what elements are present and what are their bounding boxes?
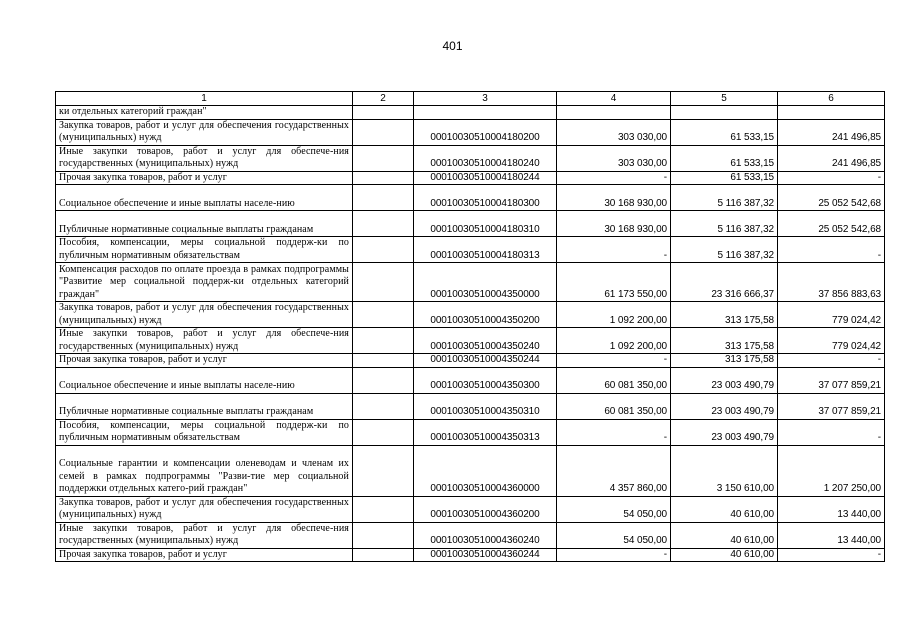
- column-2-cell: [353, 354, 414, 368]
- table-row: [56, 237, 885, 263]
- column-2-cell: [353, 548, 414, 562]
- budget-code-cell: 00010030510004180310: [414, 211, 557, 237]
- value-col4-cell: 60 081 350,00: [557, 367, 671, 393]
- value-col6-cell: -: [778, 171, 885, 185]
- value-col6-cell: 241 496,85: [778, 145, 885, 171]
- value-col6-cell: 37 856 883,63: [778, 263, 885, 302]
- budget-code-cell: 00010030510004350313: [414, 419, 557, 445]
- column-2-cell: [353, 367, 414, 393]
- column-header-1: 1: [56, 92, 353, 106]
- value-col6-cell: 13 440,00: [778, 522, 885, 548]
- value-col5-cell: 23 316 666,37: [671, 263, 778, 302]
- value-col5-cell: 313 175,58: [671, 354, 778, 368]
- value-col4-cell: 4 357 860,00: [557, 445, 671, 496]
- value-col6-cell: -: [778, 548, 885, 562]
- value-col6-cell: 13 440,00: [778, 496, 885, 522]
- column-2-cell: [353, 145, 414, 171]
- budget-code-cell: 00010030510004350300: [414, 367, 557, 393]
- table-row: [56, 263, 885, 302]
- column-2-cell: [353, 328, 414, 354]
- value-col5-cell: 5 116 387,32: [671, 185, 778, 211]
- column-header-3: 3: [414, 92, 557, 106]
- budget-code-cell: 00010030510004350000: [414, 263, 557, 302]
- column-2-cell: [353, 302, 414, 328]
- table-row: [56, 496, 885, 522]
- item-name-cell: Социальное обеспечение и иные выплаты населе-нию: [56, 185, 353, 211]
- item-name-cell: Прочая закупка товаров, работ и услуг: [56, 354, 353, 368]
- item-name-cell: Публичные нормативные социальные выплаты гражданам: [56, 211, 353, 237]
- table-row: [56, 211, 885, 237]
- budget-code-cell: 00010030510004180313: [414, 237, 557, 263]
- table-row: [56, 119, 885, 145]
- value-col5-cell: 40 610,00: [671, 496, 778, 522]
- column-2-cell: [353, 185, 414, 211]
- budget-code-cell: [414, 106, 557, 120]
- value-col4-cell: 303 030,00: [557, 119, 671, 145]
- value-col4-cell: 303 030,00: [557, 145, 671, 171]
- item-name-cell: Закупка товаров, работ и услуг для обеспечения государственных (муниципальных) нужд: [56, 302, 353, 328]
- table-row: [56, 367, 885, 393]
- budget-code-cell: 00010030510004180300: [414, 185, 557, 211]
- value-col5-cell: 23 003 490,79: [671, 367, 778, 393]
- table-row: [56, 393, 885, 419]
- column-header-2: 2: [353, 92, 414, 106]
- table-row: [56, 522, 885, 548]
- column-2-cell: [353, 496, 414, 522]
- value-col5-cell: 313 175,58: [671, 302, 778, 328]
- column-2-cell: [353, 419, 414, 445]
- value-col6-cell: 241 496,85: [778, 119, 885, 145]
- value-col4-cell: 30 168 930,00: [557, 185, 671, 211]
- budget-code-cell: 00010030510004350200: [414, 302, 557, 328]
- table-row: [56, 354, 885, 368]
- column-2-cell: [353, 171, 414, 185]
- item-name-cell: Социальные гарантии и компенсации оленеводам и членам их семей в рамках подпрограммы "Разви-тие мер социальной поддержки отдельных катего-рий граждан": [56, 445, 353, 496]
- item-name-cell: Закупка товаров, работ и услуг для обеспечения государственных (муниципальных) нужд: [56, 496, 353, 522]
- table-row: [56, 145, 885, 171]
- value-col5-cell: 5 116 387,32: [671, 237, 778, 263]
- table-row: [56, 302, 885, 328]
- column-2-cell: [353, 263, 414, 302]
- column-2-cell: [353, 445, 414, 496]
- budget-code-cell: 00010030510004360200: [414, 496, 557, 522]
- value-col4-cell: 61 173 550,00: [557, 263, 671, 302]
- item-name-cell: Закупка товаров, работ и услуг для обеспечения государственных (муниципальных) нужд: [56, 119, 353, 145]
- value-col4-cell: 1 092 200,00: [557, 302, 671, 328]
- table-row: [56, 185, 885, 211]
- column-2-cell: [353, 237, 414, 263]
- table-header-row: [56, 92, 885, 106]
- table-row: [56, 328, 885, 354]
- column-header-4: 4: [557, 92, 671, 106]
- value-col6-cell: 779 024,42: [778, 302, 885, 328]
- item-name-cell: Компенсация расходов по оплате проезда в рамках подпрограммы "Развитие мер социальной поддерж-ки отдельных категорий граждан": [56, 263, 353, 302]
- value-col6-cell: -: [778, 419, 885, 445]
- value-col4-cell: 1 092 200,00: [557, 328, 671, 354]
- column-2-cell: [353, 211, 414, 237]
- table-row: [56, 106, 885, 120]
- budget-code-cell: 00010030510004360240: [414, 522, 557, 548]
- item-name-cell: Пособия, компенсации, меры социальной поддерж-ки по публичным нормативным обязательствам: [56, 419, 353, 445]
- value-col5-cell: 61 533,15: [671, 145, 778, 171]
- value-col6-cell: 25 052 542,68: [778, 211, 885, 237]
- value-col6-cell: 25 052 542,68: [778, 185, 885, 211]
- value-col4-cell: -: [557, 171, 671, 185]
- budget-code-cell: 00010030510004350310: [414, 393, 557, 419]
- item-name-cell: Прочая закупка товаров, работ и услуг: [56, 171, 353, 185]
- column-header-6: 6: [778, 92, 885, 106]
- column-2-cell: [353, 522, 414, 548]
- item-name-cell: Публичные нормативные социальные выплаты гражданам: [56, 393, 353, 419]
- table-row: [56, 171, 885, 185]
- table-row: [56, 548, 885, 562]
- budget-code-cell: 00010030510004350244: [414, 354, 557, 368]
- value-col4-cell: -: [557, 548, 671, 562]
- value-col4-cell: -: [557, 354, 671, 368]
- budget-code-cell: 00010030510004350240: [414, 328, 557, 354]
- value-col5-cell: 61 533,15: [671, 119, 778, 145]
- page-number: 401: [442, 39, 463, 53]
- value-col6-cell: [778, 106, 885, 120]
- table-row: [56, 445, 885, 496]
- value-col5-cell: 23 003 490,79: [671, 419, 778, 445]
- budget-execution-table: [55, 91, 885, 562]
- column-2-cell: [353, 106, 414, 120]
- item-name-cell: Иные закупки товаров, работ и услуг для обеспече-ния государственных (муниципальных) нужд: [56, 145, 353, 171]
- item-name-cell: Прочая закупка товаров, работ и услуг: [56, 548, 353, 562]
- budget-code-cell: 00010030510004180244: [414, 171, 557, 185]
- value-col5-cell: 23 003 490,79: [671, 393, 778, 419]
- value-col5-cell: 5 116 387,32: [671, 211, 778, 237]
- value-col6-cell: -: [778, 237, 885, 263]
- value-col4-cell: -: [557, 419, 671, 445]
- value-col4-cell: 30 168 930,00: [557, 211, 671, 237]
- value-col6-cell: 779 024,42: [778, 328, 885, 354]
- value-col4-cell: [557, 106, 671, 120]
- value-col5-cell: 40 610,00: [671, 548, 778, 562]
- value-col6-cell: 37 077 859,21: [778, 393, 885, 419]
- value-col5-cell: 313 175,58: [671, 328, 778, 354]
- item-name-cell: ки отдельных категорий граждан": [56, 106, 353, 120]
- item-name-cell: Социальное обеспечение и иные выплаты населе-нию: [56, 367, 353, 393]
- budget-code-cell: 00010030510004360000: [414, 445, 557, 496]
- budget-code-cell: 00010030510004180240: [414, 145, 557, 171]
- budget-code-cell: 00010030510004180200: [414, 119, 557, 145]
- item-name-cell: Пособия, компенсации, меры социальной поддерж-ки по публичным нормативным обязательствам: [56, 237, 353, 263]
- column-header-5: 5: [671, 92, 778, 106]
- item-name-cell: Иные закупки товаров, работ и услуг для обеспече-ния государственных (муниципальных) нужд: [56, 522, 353, 548]
- value-col5-cell: 3 150 610,00: [671, 445, 778, 496]
- column-2-cell: [353, 119, 414, 145]
- value-col4-cell: 54 050,00: [557, 496, 671, 522]
- value-col5-cell: [671, 106, 778, 120]
- budget-code-cell: 00010030510004360244: [414, 548, 557, 562]
- table-row: [56, 419, 885, 445]
- value-col4-cell: 54 050,00: [557, 522, 671, 548]
- value-col6-cell: 1 207 250,00: [778, 445, 885, 496]
- value-col4-cell: 60 081 350,00: [557, 393, 671, 419]
- item-name-cell: Иные закупки товаров, работ и услуг для обеспече-ния государственных (муниципальных) нужд: [56, 328, 353, 354]
- value-col6-cell: -: [778, 354, 885, 368]
- value-col4-cell: -: [557, 237, 671, 263]
- value-col6-cell: 37 077 859,21: [778, 367, 885, 393]
- value-col5-cell: 40 610,00: [671, 522, 778, 548]
- value-col5-cell: 61 533,15: [671, 171, 778, 185]
- column-2-cell: [353, 393, 414, 419]
